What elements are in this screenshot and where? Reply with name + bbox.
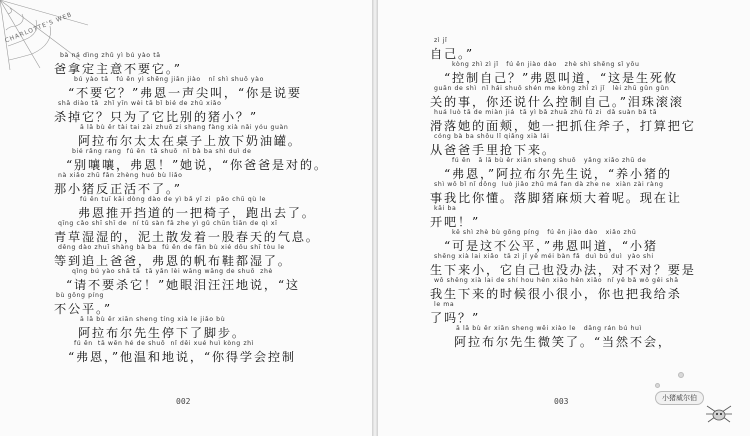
- hanzi-line: “弗恩，”阿拉布尔先生说，“养小猪的: [444, 167, 672, 181]
- hanzi-line: 阿拉布尔太太在桌子上放下奶油罐。: [78, 134, 302, 148]
- text-line: [54, 244, 354, 266]
- hanzi-line: 生下来小，它自己也没办法，对不对？要是: [430, 263, 696, 277]
- pinyin-line: fú ēn tā wēn hé de shuō nǐ děi xué huì kòng zhì: [74, 340, 255, 347]
- right-page: [378, 0, 750, 436]
- hanzi-line: 阿拉布尔先生微笑了。“当然不会，: [454, 335, 672, 349]
- pinyin-line: fú ēn ā lā bù ěr xiān sheng shuō yǎng xiǎo zhū de: [452, 157, 647, 164]
- page-number: 002: [176, 397, 191, 406]
- text-line: [54, 124, 354, 146]
- pinyin-line: ā lā bù ěr tài tai zài zhuō zi shang fàng xià nǎi yóu guàn: [80, 124, 289, 131]
- text-line: [54, 52, 354, 74]
- text-line: [430, 301, 730, 323]
- text-line: [54, 268, 354, 290]
- text-line: [430, 181, 730, 203]
- text-line: [430, 205, 730, 227]
- pinyin-line: kě shì zhè bù gōng píng fú ēn jiào dào xiǎo zhū: [452, 229, 637, 236]
- left-page: [0, 0, 372, 436]
- text-line: [54, 316, 354, 338]
- text-line: [430, 109, 730, 131]
- text-line: [430, 133, 730, 155]
- right-text-block: [430, 37, 730, 349]
- pinyin-line: shēng xià lai xiǎo tā zì jǐ yě méi bàn fǎ duì bú duì yào shi: [434, 253, 654, 260]
- text-line: [430, 277, 730, 299]
- text-line: [54, 172, 354, 194]
- pinyin-line: huá luò tā de miàn jiá tā yì bǎ zhuā zhù fǔ zi dǎ suàn bǎ tā: [434, 109, 658, 116]
- hanzi-line: “可是这不公平，”弗恩叫道，“小猪: [444, 239, 658, 253]
- pinyin-line: qǐng bú yào shā tā tā yǎn lèi wāng wāng de shuō zhè: [72, 268, 273, 275]
- series-badge: [655, 390, 704, 406]
- pinyin-line: bà ná dìng zhǔ yì bú yào tā: [60, 52, 161, 59]
- pinyin-line: kòng zhì zì jǐ fú ēn jiào dào zhè shì shēng sǐ yōu: [452, 61, 640, 68]
- pinyin-line: fú ēn tuī kāi dòng dào de yì bǎ yǐ zi pǎo chū qù le: [80, 196, 267, 203]
- text-line: [430, 253, 730, 275]
- pinyin-line: ā lā bù ěr xiān sheng wēi xiào le dāng rán bú huì: [456, 325, 642, 332]
- hanzi-line: 不公平。”: [54, 302, 112, 316]
- page-number: 003: [554, 397, 569, 406]
- text-line: [54, 220, 354, 242]
- hanzi-line: 关的事，你还说什么控制自己。”泪珠滚滚: [430, 95, 684, 109]
- hanzi-line: 爸拿定主意不要它。”: [54, 62, 182, 76]
- text-line: [430, 325, 730, 347]
- hanzi-line: 杀掉它？只为了它比别的猪小？”: [54, 110, 258, 124]
- hanzi-line: 从爸爸手里抢下来。: [430, 143, 556, 157]
- pinyin-line: guān de shì nǐ hái shuō shén me kòng zhì zì jǐ lèi zhū gǔn gǔn: [434, 85, 670, 92]
- hanzi-line: 青草湿湿的，泥土散发着一股春天的气息。: [54, 230, 320, 244]
- text-line: [430, 61, 730, 83]
- hanzi-line: 了吗？”: [430, 311, 480, 325]
- text-line: [430, 229, 730, 251]
- text-line: [54, 76, 354, 98]
- hanzi-line: “控制自己？”弗恩叫道，“这是生死攸: [444, 71, 678, 85]
- bubble-decoration: [655, 383, 660, 388]
- hanzi-line: “请不要杀它！”她眼泪汪汪地说，“这: [66, 278, 300, 292]
- text-line: [54, 340, 354, 362]
- pinyin-line: bù gōng píng: [56, 292, 105, 299]
- hanzi-line: 我生下来的时候很小很小，你也把我给杀: [430, 287, 682, 301]
- pinyin-line: děng dào zhuī shàng bà ba fú ēn de fān bù xié dōu shī tòu le: [58, 244, 285, 251]
- pinyin-line: shì wǒ bǐ nǐ dǒng luò jiǎo zhū má fan dà zhe ne xiàn zài ràng: [434, 181, 664, 188]
- bubble-decoration: [678, 372, 684, 378]
- pinyin-line: qīng cǎo shī shī de ní tǔ sàn fā zhe yì gǔ chūn tiān de qì xī: [58, 220, 278, 227]
- hanzi-line: 等到追上爸爸，弗恩的帆布鞋都湿了。: [54, 254, 292, 268]
- hanzi-line: 弗恩推开挡道的一把椅子，跑出去了。: [78, 206, 316, 220]
- hanzi-line: 阿拉布尔先生停下了脚步。: [78, 326, 246, 340]
- hanzi-line: 滑落她的面颊，她一把抓住斧子，打算把它: [430, 119, 696, 133]
- hanzi-line: 事我比你懂。落脚猪麻烦大着呢。现在让: [430, 191, 682, 205]
- pinyin-line: wǒ shēng xià lai de shí hou hěn xiǎo hěn xiǎo nǐ yě bǎ wǒ gěi shā: [434, 277, 679, 284]
- pinyin-line: kāi ba: [434, 205, 457, 212]
- pinyin-line: bié rǎng rang fú ēn tā shuō nǐ bà ba shì duì de: [72, 148, 252, 155]
- text-line: [430, 157, 730, 179]
- pinyin-line: shā diào tā zhǐ yīn wèi tā bǐ bié de zhū xiǎo: [58, 100, 222, 107]
- series-badge-label: 小猪威尔伯: [655, 391, 704, 405]
- pinyin-line: le ma: [434, 301, 455, 308]
- pinyin-line: zì jǐ: [434, 37, 448, 44]
- hanzi-line: “不要它？”弗恩一声尖叫，“你是说要: [68, 86, 302, 100]
- pinyin-line: nà xiǎo zhū fǎn zhèng huó bù liǎo: [58, 172, 183, 179]
- hanzi-line: 那小猪反正活不了。”: [54, 182, 182, 196]
- pinyin-line: cóng bà ba shǒu lǐ qiǎng xià lái: [434, 133, 550, 140]
- left-text-block: [54, 52, 354, 364]
- spider-icon: [704, 402, 734, 426]
- text-line: [54, 100, 354, 122]
- text-line: [54, 292, 354, 314]
- hanzi-line: “别嚷嚷，弗恩！”她说，“你爸爸是对的。: [66, 158, 328, 172]
- text-line: [430, 85, 730, 107]
- hanzi-line: 开吧！”: [430, 215, 480, 229]
- hanzi-line: 自己。”: [430, 47, 474, 61]
- text-line: [54, 148, 354, 170]
- text-line: [430, 37, 730, 59]
- book-title: CHARLOTTE'S WEB: [4, 11, 74, 45]
- hanzi-line: “弗恩，”他温和地说，“你得学会控制: [68, 350, 296, 364]
- pinyin-line: ā lā bù ěr xiān sheng tíng xià le jiǎo bù: [80, 316, 226, 323]
- pinyin-line: bú yào tā fú ēn yì shēng jiān jiào nǐ shì shuō yào: [74, 76, 264, 83]
- text-line: [54, 196, 354, 218]
